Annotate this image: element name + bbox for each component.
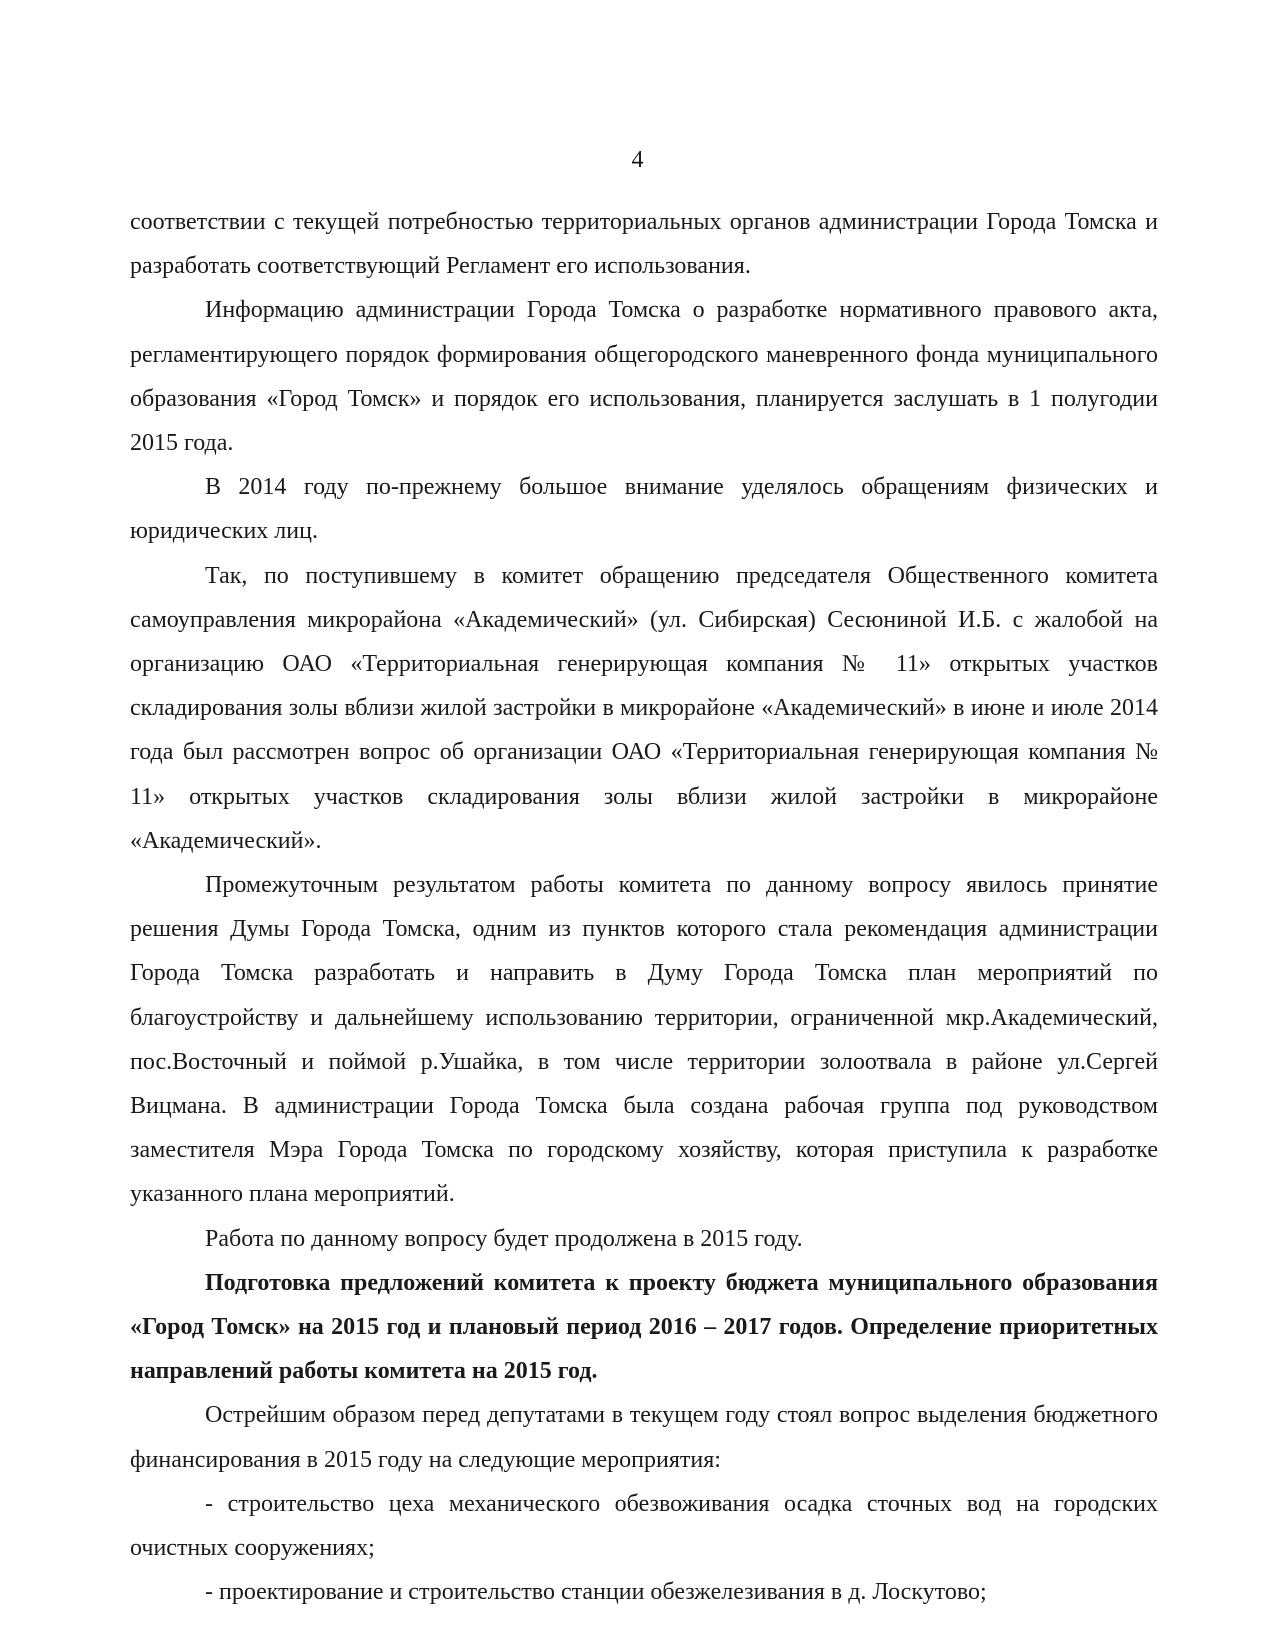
list-item-dewatering-workshop: - строительство цеха механического обезвоживания осадка сточных вод на городских очистных сооружениях; [130, 1490, 1158, 1562]
paragraph-budget-question: Острейшим образом перед депутатами в текущем году стоял вопрос выделения бюджетного финансирования в 2015 году на следующие мероприятия: [130, 1402, 1158, 1473]
paragraph-appeals: В 2014 году по-прежнему большое внимание уделялось обращениям физических и юридических лиц. [130, 474, 1158, 545]
paragraph-complaint: Так, по поступившему в комитет обращению председателя Общественного комитета самоуправления микрорайона «Академический» (ул. Сибирская) Сесюниной И.Б. с жалобой на организацию ОАО «Территориальная генерирующая компания № 11» открытых участков складирования золы вблизи жилой застройки в микрорайоне «Академический» в июне и июле 2014 года был рассмотрен вопрос об организации ОАО «Территориальная генерирующая компания № 11» открытых участков складирования золы вблизи жилой застройки в микрорайоне «Академический». [130, 562, 1158, 854]
paragraph-information: Информацию администрации Города Томска о разработке нормативного правового акта, регламентирующего порядок формирования общегородского маневренного фонда муниципального образования «Город Томск» и порядок его использования, планируется заслушать в 1 полугодии 2015 года. [130, 297, 1158, 457]
paragraph-continuation: соответствии с текущей потребностью территориальных органов администрации Города Томска и разработать соответствующий Регламент его использования. [130, 209, 1158, 280]
paragraph-intermediate-result: Промежуточным результатом работы комитета по данному вопросу явилось принятие решения Думы Города Томска, одним из пунктов которого стала рекомендация администрации Города Томска разработать и направить в Думу Города Томска план мероприятий по благоустройству и дальнейшему использованию территории, ограниченной мкр.Академический, пос.Восточный и поймой р.Ушайка, в том числе территории золоотвала в районе ул.Сергей Вицмана. В администрации Города Томска была создана рабочая группа под руководством заместителя Мэра Города Томска по городскому хозяйству, которая приступила к разработке указанного плана мероприятий. [130, 872, 1158, 1208]
list-item-iron-removal-station: - проектирование и строительство станции обезжелезивания в д. Лоскутово; [205, 1579, 987, 1606]
document-body [130, 200, 1158, 1615]
page-number: 4 [631, 147, 644, 173]
section-heading: Подготовка предложений комитета к проекту бюджета муниципального образования «Город Томск» на 2015 год и плановый период 2016 – 2017 годов. Определение приоритетных направлений работы комитета на 2015 год. [130, 1269, 1158, 1385]
paragraph-continuation-2015: Работа по данному вопросу будет продолжена в 2015 году. [205, 1225, 803, 1252]
